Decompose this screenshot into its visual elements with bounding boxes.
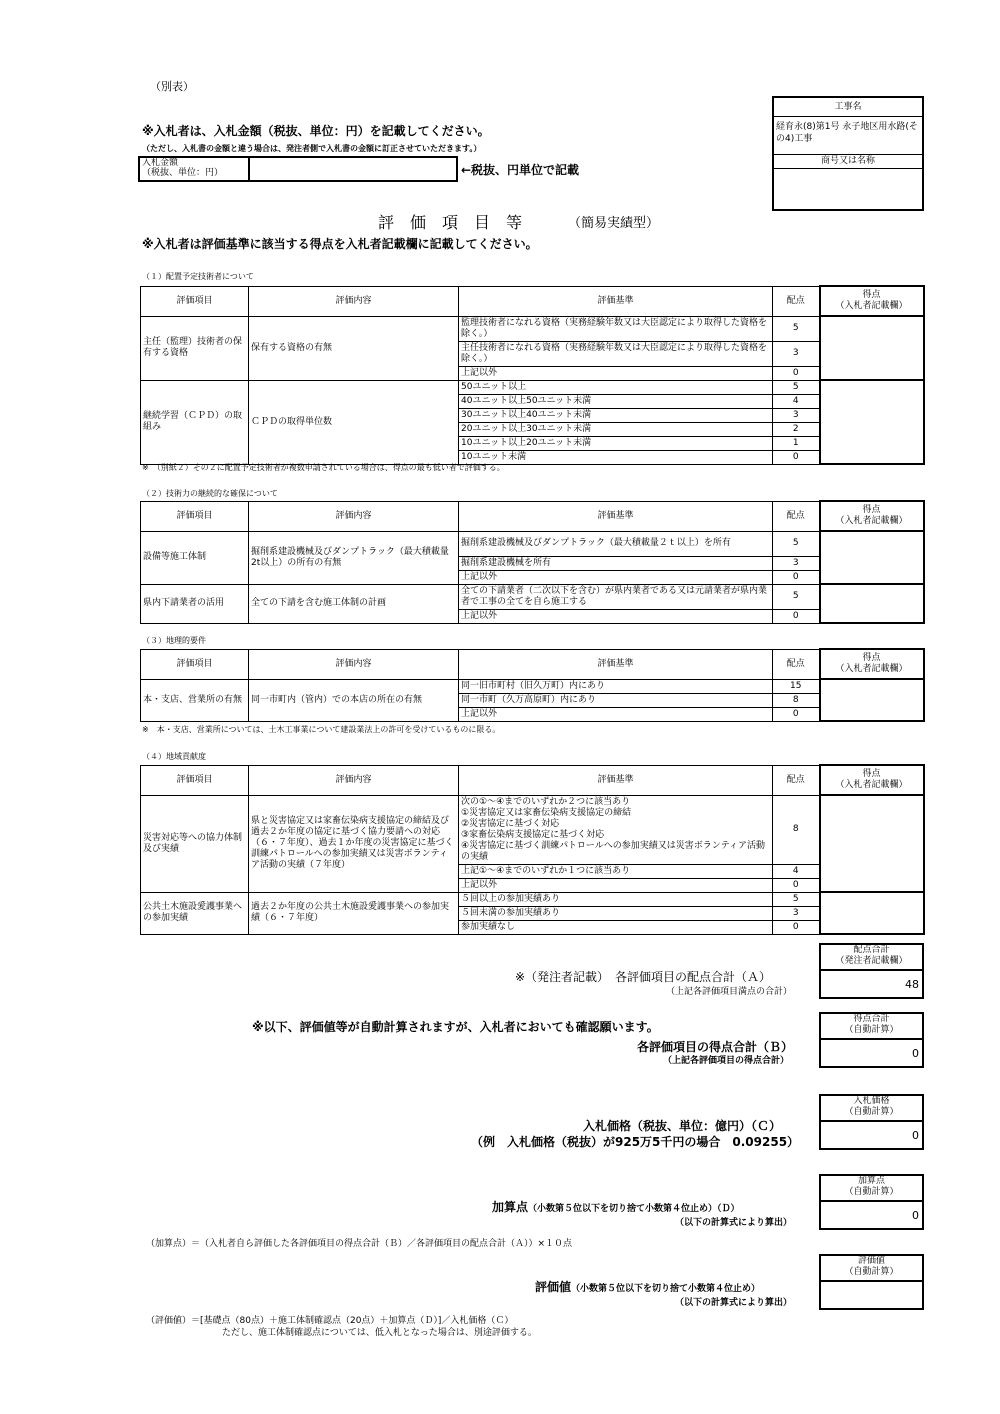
criteria-cell: 全ての下請業者（二次以下を含む）が県内業者である又は元請業者が県内業者で工事の全てを自ら施工する bbox=[459, 584, 773, 609]
total-points-header: 配点合計 （発注者記載欄） bbox=[819, 943, 924, 970]
points-cell: 0 bbox=[773, 366, 820, 380]
section-3-note: ※ 本・支店、営業所については、土木工事業について建設業法上の許可を受けているものに限る。 bbox=[142, 725, 501, 734]
score-input-4-1[interactable] bbox=[820, 795, 924, 892]
total-points-label: ※（発注者記載） 各評価項目の配点合計（Ａ） bbox=[515, 970, 772, 984]
instruction-scoring: ※入札者は評価基準に該当する得点を入札者記載欄に記載してください。 bbox=[142, 237, 538, 251]
points-cell: 0 bbox=[773, 570, 820, 584]
bid-amount-box bbox=[138, 156, 458, 182]
points-cell: 0 bbox=[773, 609, 820, 623]
criteria-cell: 20ユニット以上30ユニット未満 bbox=[459, 422, 773, 436]
col-header-content: 評価内容 bbox=[249, 501, 459, 531]
instruction-bid-amount: ※入札者は、入札金額（税抜、単位：円）を記載してください。 bbox=[142, 124, 490, 138]
eval-value-value bbox=[819, 1280, 924, 1310]
eval-item: 災害対応等への協力体制及び実績 bbox=[141, 795, 249, 892]
section-2-title: （２）技術力の継続的な確保について bbox=[142, 489, 278, 498]
eval-item: 公共土木施設愛護事業への参加実績 bbox=[141, 892, 249, 934]
eval-content: ＣＰＤの取得単位数 bbox=[249, 380, 459, 464]
eval-content: 県と災害協定又は家畜伝染病支援協定の締結及び過去２か年度の協定に基づく協力要請への対応（６・７年度）、過去１か年度の災害協定に基づく訓練パトロールへの参加実績又は災害ボランティア活動の実績（７年度） bbox=[249, 795, 459, 892]
criteria-cell: 監理技術者になれる資格（実務経験年数又は大臣認定により取得した資格を除く。） bbox=[459, 316, 773, 341]
project-box bbox=[772, 96, 924, 211]
criteria-cell: 50ユニット以上 bbox=[459, 380, 773, 394]
col-header-item: 評価項目 bbox=[141, 501, 249, 531]
points-cell: 4 bbox=[773, 394, 820, 408]
points-cell: 4 bbox=[773, 864, 820, 878]
points-cell: 5 bbox=[773, 316, 820, 341]
col-header-score: 得点 （入札者記載欄） bbox=[820, 286, 924, 316]
col-header-item: 評価項目 bbox=[141, 765, 249, 795]
eval-content: 全ての下請を含む施工体制の計画 bbox=[249, 584, 459, 623]
criteria-cell: ５回未満の参加実績あり bbox=[459, 906, 773, 920]
criteria-cell: 掘削系建設機械及びダンプトラック（最大積載量２ｔ以上）を所有 bbox=[459, 531, 773, 556]
eval-item: 本・支店、営業所の有無 bbox=[141, 679, 249, 721]
bid-amount-arrow-note: ←税抜、円単位で記載 bbox=[461, 163, 580, 177]
eval-value-header: 評価値 （自動計算） bbox=[819, 1254, 924, 1281]
score-total-header: 得点合計 （自動計算） bbox=[819, 1012, 924, 1039]
bonus-header: 加算点 （自動計算） bbox=[819, 1174, 924, 1201]
section-1-title: （１）配置予定技術者について bbox=[142, 272, 254, 281]
eval-content: 保有する資格の有無 bbox=[249, 316, 459, 380]
eval-item: 継続学習（ＣＰＤ）の取組み bbox=[141, 380, 249, 464]
criteria-cell: 30ユニット以上40ユニット未満 bbox=[459, 408, 773, 422]
score-input-3-1[interactable] bbox=[820, 679, 924, 721]
col-header-item: 評価項目 bbox=[141, 286, 249, 316]
section-1-note: ※ （別紙２）その２に配置予定技術者が複数申請されている場合は、得点の最も低い者で評価する。 bbox=[142, 463, 505, 472]
points-cell: 8 bbox=[773, 693, 820, 707]
points-cell: 3 bbox=[773, 341, 820, 366]
points-cell: 2 bbox=[773, 422, 820, 436]
section-3-table bbox=[140, 648, 925, 722]
eval-value-label-line bbox=[535, 1278, 760, 1295]
bid-amount-input[interactable] bbox=[252, 158, 456, 180]
criteria-cell: 上記①～④までのいずれか１つに該当あり bbox=[459, 864, 773, 878]
page-title: 評 価 項 目 等 bbox=[378, 213, 523, 232]
col-header-criteria: 評価基準 bbox=[459, 286, 773, 316]
col-header-points: 配点 bbox=[773, 765, 820, 795]
eval-item: 主任（監理）技術者の保有する資格 bbox=[141, 316, 249, 380]
company-header: 商号又は名称 bbox=[774, 155, 922, 169]
project-header: 工事名 bbox=[774, 98, 922, 117]
bid-price-value: 0 bbox=[819, 1120, 924, 1150]
attachment-label: （別表） bbox=[150, 80, 194, 93]
criteria-cell: 参加実績なし bbox=[459, 920, 773, 934]
points-cell: 3 bbox=[773, 408, 820, 422]
score-input-1-2[interactable] bbox=[820, 380, 924, 464]
bid-price-example: （例 入札価格（税抜）が925万5千円の場合 0.09255） bbox=[471, 1135, 800, 1149]
points-cell: 1 bbox=[773, 436, 820, 450]
eval-content: 過去２か年度の公共土木施設愛護事業への参加実績（６・７年度） bbox=[249, 892, 459, 934]
points-cell: 5 bbox=[773, 892, 820, 906]
eval-item: 設備等施工体制 bbox=[141, 531, 249, 584]
bonus-label-small: （小数第５位以下を切り捨て小数第４位止め）（Ｄ） bbox=[528, 1204, 740, 1214]
criteria-cell: 上記以外 bbox=[459, 570, 773, 584]
col-header-score: 得点 （入札者記載欄） bbox=[820, 649, 924, 679]
eval-item: 県内下請業者の活用 bbox=[141, 584, 249, 623]
criteria-cell: 10ユニット未満 bbox=[459, 450, 773, 464]
project-name: 経育永(8)第1号 永子地区用水路(その4)工事 bbox=[774, 117, 922, 155]
criteria-cell: 次の①～④までのいずれか２つに該当あり ①災害協定又は家畜伝染病支援協定の締結 ②災害協定に基づく対応 ③家畜伝染病支援協定に基づく対応 ④災害協定に基づく訓練パトロールへの参加実績又は災害ボランティア活動の実績 bbox=[459, 795, 773, 864]
col-header-item: 評価項目 bbox=[141, 649, 249, 679]
points-cell: 3 bbox=[773, 906, 820, 920]
points-cell: 15 bbox=[773, 679, 820, 693]
criteria-cell: 掘削系建設機械を所有 bbox=[459, 556, 773, 570]
criteria-cell: 主任技術者になれる資格（実務経験年数又は大臣認定により取得した資格を除く。） bbox=[459, 341, 773, 366]
bonus-label: 加算点 bbox=[492, 1200, 529, 1214]
criteria-cell: 上記以外 bbox=[459, 707, 773, 721]
criteria-cell: 上記以外 bbox=[459, 366, 773, 380]
bonus-label-line bbox=[492, 1198, 740, 1215]
section-4-table bbox=[140, 764, 925, 935]
eval-content: 掘削系建設機械及びダンプトラック（最大積載量2t以上）の所有の有無 bbox=[249, 531, 459, 584]
eval-value-sub: （以下の計算式により算出） bbox=[675, 1298, 793, 1308]
score-input-2-2[interactable] bbox=[820, 584, 924, 623]
section-2-table bbox=[140, 500, 925, 624]
points-cell: 0 bbox=[773, 920, 820, 934]
col-header-criteria: 評価基準 bbox=[459, 649, 773, 679]
total-points-value: 48 bbox=[819, 969, 924, 999]
score-input-4-2[interactable] bbox=[820, 892, 924, 934]
score-input-1-1[interactable] bbox=[820, 316, 924, 380]
eval-value-formula: （評価値）＝[基礎点（80点）＋施工体制確認点（20点）＋加算点（Ｄ）]／入札価格（Ｃ） bbox=[146, 1316, 514, 1326]
section-1-table bbox=[140, 285, 925, 465]
bid-price-header: 入札価格 （自動計算） bbox=[819, 1094, 924, 1121]
score-input-2-1[interactable] bbox=[820, 531, 924, 584]
col-header-criteria: 評価基準 bbox=[459, 501, 773, 531]
col-header-content: 評価内容 bbox=[249, 649, 459, 679]
col-header-criteria: 評価基準 bbox=[459, 765, 773, 795]
criteria-cell: 上記以外 bbox=[459, 609, 773, 623]
col-header-content: 評価内容 bbox=[249, 765, 459, 795]
section-4-title: （４）地域貢献度 bbox=[142, 752, 206, 761]
bonus-sub: （以下の計算式により算出） bbox=[675, 1218, 793, 1228]
points-cell: 5 bbox=[773, 531, 820, 556]
col-header-score: 得点 （入札者記載欄） bbox=[820, 501, 924, 531]
eval-value-label-small: （小数第５位以下を切り捨て小数第４位止め） bbox=[571, 1284, 761, 1294]
bonus-formula: （加算点）＝（入札者自ら評価した各評価項目の得点合計（Ｂ）／各評価項目の配点合計（Ａ））×１０点 bbox=[146, 1239, 573, 1249]
score-total-label: 各評価項目の得点合計（Ｂ） bbox=[637, 1040, 794, 1054]
eval-value-label: 評価値 bbox=[535, 1280, 572, 1294]
auto-calc-note: ※以下、評価値等が自動計算されますが、入札者においても確認願います。 bbox=[252, 1020, 659, 1034]
page-title-sub: （簡易実績型） bbox=[568, 216, 660, 231]
criteria-cell: 同一旧市町村（旧久万町）内にあり bbox=[459, 679, 773, 693]
col-header-content: 評価内容 bbox=[249, 286, 459, 316]
points-cell: 0 bbox=[773, 450, 820, 464]
company-name-field[interactable] bbox=[774, 169, 922, 209]
criteria-cell: 40ユニット以上50ユニット未満 bbox=[459, 394, 773, 408]
points-cell: 0 bbox=[773, 707, 820, 721]
bid-price-label: 入札価格（税抜、単位：億円）（Ｃ） bbox=[583, 1119, 782, 1133]
criteria-cell: 10ユニット以上20ユニット未満 bbox=[459, 436, 773, 450]
score-total-sub: （上記各評価項目の得点合計） bbox=[663, 1056, 790, 1066]
criteria-cell: 上記以外 bbox=[459, 878, 773, 892]
score-total-value: 0 bbox=[819, 1038, 924, 1068]
instruction-bid-note: （ただし、入札書の金額と違う場合は、発注者側で入札書の金額に訂正させていただきます。） bbox=[142, 144, 482, 153]
points-cell: 0 bbox=[773, 878, 820, 892]
criteria-cell: 同一市町（久万高原町）内にあり bbox=[459, 693, 773, 707]
points-cell: 3 bbox=[773, 556, 820, 570]
criteria-cell: ５回以上の参加実績あり bbox=[459, 892, 773, 906]
points-cell: 5 bbox=[773, 380, 820, 394]
points-cell: 5 bbox=[773, 584, 820, 609]
col-header-points: 配点 bbox=[773, 286, 820, 316]
section-3-title: （３）地理的要件 bbox=[142, 636, 206, 645]
bid-amount-label: 入札金額 （税抜、単位：円） bbox=[142, 158, 250, 180]
bonus-value: 0 bbox=[819, 1200, 924, 1230]
col-header-score: 得点 （入札者記載欄） bbox=[820, 765, 924, 795]
col-header-points: 配点 bbox=[773, 501, 820, 531]
points-cell: 8 bbox=[773, 795, 820, 864]
col-header-points: 配点 bbox=[773, 649, 820, 679]
eval-content: 同一市町内（管内）での本店の所在の有無 bbox=[249, 679, 459, 721]
total-points-sub: （上記各評価項目満点の合計） bbox=[666, 987, 793, 997]
eval-value-formula-note: ただし、施工体制確認点については、低入札となった場合は、別途評価する。 bbox=[222, 1328, 537, 1338]
